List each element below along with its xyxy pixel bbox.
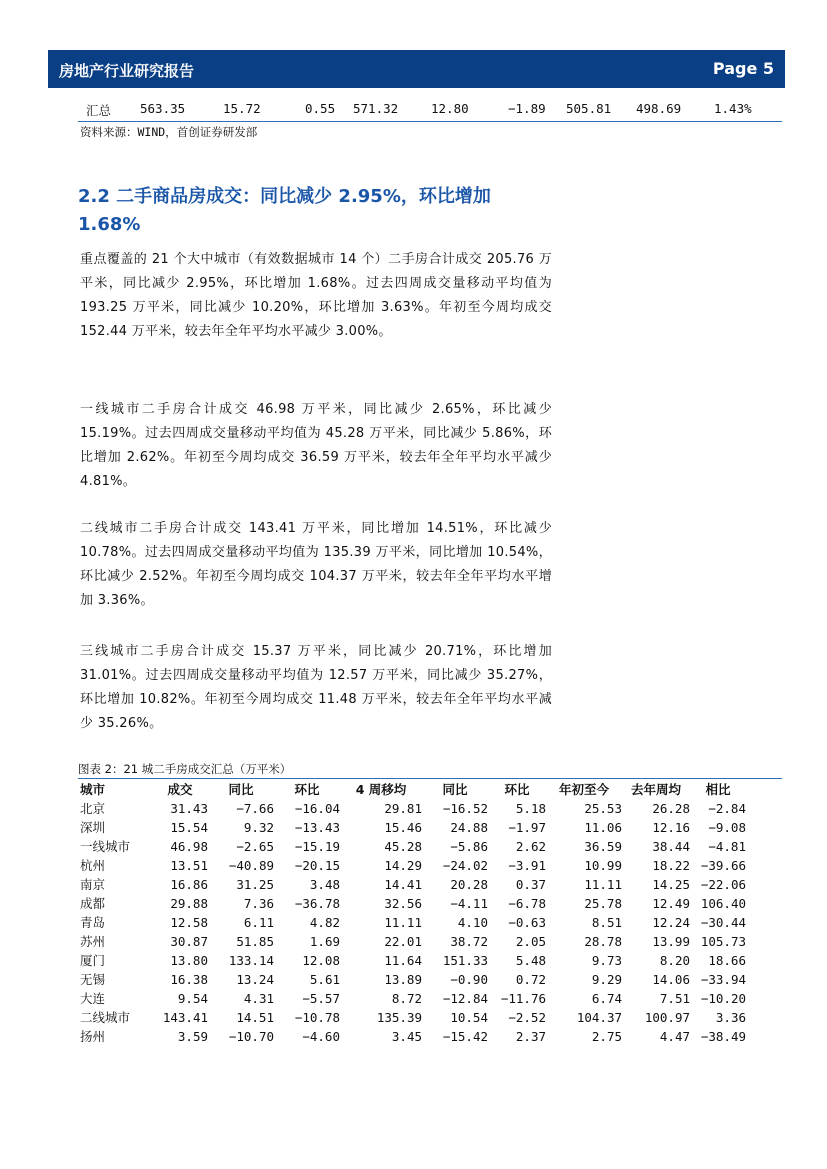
value-cell: −10.20 — [700, 991, 746, 1006]
value-cell: −12.84 — [442, 991, 488, 1006]
value-cell: 28.78 — [584, 934, 622, 949]
summary-cell: 505.81 — [566, 101, 612, 116]
value-cell: −16.04 — [294, 801, 340, 816]
value-cell: −9.08 — [708, 820, 746, 835]
value-cell: 32.56 — [384, 896, 422, 911]
value-cell: 10.54 — [450, 1010, 488, 1025]
value-cell: 45.28 — [384, 839, 422, 854]
value-cell: 3.45 — [391, 1029, 422, 1044]
value-cell: 3.59 — [177, 1029, 208, 1044]
value-cell: 2.75 — [591, 1029, 622, 1044]
value-cell: 7.36 — [243, 896, 274, 911]
value-cell: 14.41 — [384, 877, 422, 892]
value-cell: 46.98 — [170, 839, 208, 854]
value-cell: −22.06 — [700, 877, 746, 892]
value-cell: 143.41 — [162, 1010, 208, 1025]
value-cell: 135.39 — [376, 1010, 422, 1025]
value-cell: −40.89 — [228, 858, 274, 873]
value-cell: −10.78 — [294, 1010, 340, 1025]
value-cell: 3.48 — [309, 877, 340, 892]
value-cell: 10.99 — [584, 858, 622, 873]
value-cell: 4.82 — [309, 915, 340, 930]
value-cell: 6.11 — [243, 915, 274, 930]
value-cell: −3.91 — [508, 858, 546, 873]
value-cell: 14.25 — [652, 877, 690, 892]
section-title: 2.2 二手商品房成交：同比减少 2.95%，环比增加 1.68% — [78, 186, 491, 235]
value-cell: 18.66 — [708, 953, 746, 968]
table-row — [80, 932, 746, 951]
city-cell: 扬州 — [80, 1029, 106, 1044]
value-cell: 13.24 — [236, 972, 274, 987]
value-cell: 14.06 — [652, 972, 690, 987]
value-cell: 13.51 — [170, 858, 208, 873]
summary-cell: 563.35 — [140, 101, 186, 116]
city-cell: 深圳 — [80, 820, 106, 835]
summary-cell: 571.32 — [353, 101, 399, 116]
value-cell: 11.11 — [584, 877, 622, 892]
table-row — [80, 799, 746, 818]
summary-cell: 1.43% — [714, 101, 752, 116]
table-row — [80, 837, 746, 856]
table-row — [80, 989, 746, 1008]
value-cell: −38.49 — [700, 1029, 746, 1044]
value-cell: 20.28 — [450, 877, 488, 892]
value-cell: 29.81 — [384, 801, 422, 816]
value-cell: 24.88 — [450, 820, 488, 835]
value-cell: 12.16 — [652, 820, 690, 835]
summary-cell: −1.89 — [508, 101, 546, 116]
table-header-row — [80, 780, 746, 799]
city-cell: 杭州 — [80, 858, 106, 873]
value-cell: 25.53 — [584, 801, 622, 816]
value-cell: 14.51 — [236, 1010, 274, 1025]
value-cell: −15.19 — [294, 839, 340, 854]
value-cell: 12.24 — [652, 915, 690, 930]
city-cell: 青岛 — [80, 915, 106, 930]
value-cell: 26.28 — [652, 801, 690, 816]
city-cell: 厦门 — [80, 953, 106, 968]
value-cell: −39.66 — [700, 858, 746, 873]
city-cell: 无锡 — [80, 972, 106, 987]
paragraph-tier3: 三线城市二手房合计成交 15.37 万平米，同比减少 20.71%，环比增加 31.01%。过去四周成交量移动平均值为 12.57 万平米，同比减少 35.27%，环比增加 10.82%。年初至今周均成交 11.48 万平米，较去年全年平均水平减少 35.26%。 — [80, 644, 552, 731]
value-cell: 9.73 — [591, 953, 622, 968]
summary-cell: 12.80 — [431, 101, 469, 116]
value-cell: 51.85 — [236, 934, 274, 949]
city-cell: 成都 — [80, 896, 106, 911]
table-row — [80, 894, 746, 913]
column-header: 去年周均 — [630, 782, 681, 797]
value-cell: 5.61 — [309, 972, 340, 987]
value-cell: 3.36 — [715, 1010, 746, 1025]
value-cell: −6.78 — [508, 896, 546, 911]
city-cell: 大连 — [80, 991, 106, 1006]
value-cell: −30.44 — [700, 915, 746, 930]
value-cell: −5.86 — [450, 839, 488, 854]
value-cell: 4.31 — [243, 991, 274, 1006]
table-row — [80, 970, 746, 989]
summary-cell: 498.69 — [636, 101, 682, 116]
value-cell: 2.05 — [515, 934, 546, 949]
table-row — [80, 875, 746, 894]
table-row — [80, 1008, 746, 1027]
table-row — [80, 951, 746, 970]
value-cell: 38.72 — [450, 934, 488, 949]
paragraph-overall: 重点覆盖的 21 个大中城市（有效数据城市 14 个）二手房合计成交 205.76 万平米，同比减少 2.95%，环比增加 1.68%。过去四周成交量移动平均值为 193.25 万平米，同比减少 10.20%，环比增加 3.63%。年初至今周均成交 152.44 万平米，较去年全年平均水平减少 3.00%。 — [80, 252, 552, 339]
value-cell: 2.37 — [515, 1029, 546, 1044]
column-header: 4 周移均 — [355, 782, 407, 797]
value-cell: −4.11 — [450, 896, 488, 911]
value-cell: 8.72 — [391, 991, 422, 1006]
paragraph-tier2: 二线城市二手房合计成交 143.41 万平米，同比增加 14.51%，环比减少 10.78%。过去四周成交量移动平均值为 135.39 万平米，同比增加 10.54%，环比减少 2.52%。年初至今周均成交 104.37 万平米，较去年全年平均水平增加 3.36%。 — [80, 521, 552, 608]
summary-cell: 0.55 — [305, 101, 336, 116]
value-cell: 29.88 — [170, 896, 208, 911]
value-cell: −2.84 — [708, 801, 746, 816]
value-cell: 22.01 — [384, 934, 422, 949]
value-cell: −16.52 — [442, 801, 488, 816]
value-cell: 8.51 — [591, 915, 622, 930]
value-cell: 0.37 — [515, 877, 546, 892]
value-cell: −24.02 — [442, 858, 488, 873]
value-cell: −2.65 — [236, 839, 274, 854]
column-header: 城市 — [80, 782, 106, 797]
column-header: 环比 — [294, 782, 320, 797]
table-row — [80, 913, 746, 932]
value-cell: −20.15 — [294, 858, 340, 873]
paragraph-tier1: 一线城市二手房合计成交 46.98 万平米，同比减少 2.65%，环比减少 15.19%。过去四周成交量移动平均值为 45.28 万平米，同比减少 5.86%，环比增加 2.62%。年初至今周均成交 36.59 万平米，较去年全年平均水平减少 4.81%。 — [80, 402, 552, 489]
value-cell: 133.14 — [228, 953, 274, 968]
city-cell: 一线城市 — [80, 839, 131, 854]
value-cell: 8.20 — [659, 953, 690, 968]
value-cell: 100.97 — [644, 1010, 690, 1025]
value-cell: 31.25 — [236, 877, 274, 892]
value-cell: 7.51 — [659, 991, 690, 1006]
divider — [78, 121, 782, 122]
value-cell: 38.44 — [652, 839, 690, 854]
value-cell: 11.64 — [384, 953, 422, 968]
value-cell: 12.08 — [302, 953, 340, 968]
column-header: 年初至今 — [558, 782, 609, 797]
value-cell: −5.57 — [302, 991, 340, 1006]
city-cell: 苏州 — [80, 934, 106, 949]
value-cell: 36.59 — [584, 839, 622, 854]
value-cell: 106.40 — [700, 896, 746, 911]
table-row — [80, 1027, 746, 1046]
value-cell: 12.58 — [170, 915, 208, 930]
value-cell: 30.87 — [170, 934, 208, 949]
column-header: 同比 — [442, 782, 468, 797]
value-cell: 16.86 — [170, 877, 208, 892]
value-cell: 11.11 — [384, 915, 422, 930]
secondhand-sales-table — [80, 780, 746, 1046]
city-cell: 二线城市 — [80, 1010, 131, 1025]
value-cell: −0.63 — [508, 915, 546, 930]
value-cell: −11.76 — [500, 991, 546, 1006]
value-cell: 104.37 — [576, 1010, 622, 1025]
value-cell: −10.70 — [228, 1029, 274, 1044]
page-header — [48, 50, 785, 88]
value-cell: 2.62 — [515, 839, 546, 854]
report-title: 房地产行业研究报告 — [59, 62, 195, 80]
value-cell: 5.48 — [515, 953, 546, 968]
value-cell: 15.46 — [384, 820, 422, 835]
value-cell: −0.90 — [450, 972, 488, 987]
divider — [78, 778, 782, 779]
value-cell: 16.38 — [170, 972, 208, 987]
value-cell: 4.47 — [659, 1029, 690, 1044]
city-cell: 北京 — [80, 801, 106, 816]
value-cell: 6.74 — [591, 991, 622, 1006]
value-cell: −1.97 — [508, 820, 546, 835]
value-cell: 1.69 — [309, 934, 340, 949]
column-header: 环比 — [504, 782, 530, 797]
value-cell: 4.10 — [457, 915, 488, 930]
value-cell: 18.22 — [652, 858, 690, 873]
summary-cell: 15.72 — [223, 101, 261, 116]
column-header: 成交 — [167, 782, 193, 797]
value-cell: 13.99 — [652, 934, 690, 949]
value-cell: −4.81 — [708, 839, 746, 854]
value-cell: 13.89 — [384, 972, 422, 987]
value-cell: 9.54 — [177, 991, 208, 1006]
summary-label: 汇总 — [86, 103, 112, 118]
value-cell: 9.32 — [243, 820, 274, 835]
value-cell: 31.43 — [170, 801, 208, 816]
page-number: Page 5 — [712, 59, 774, 78]
value-cell: 105.73 — [700, 934, 746, 949]
value-cell: 9.29 — [591, 972, 622, 987]
summary-row — [78, 101, 778, 121]
table-row — [80, 856, 746, 875]
value-cell: 13.80 — [170, 953, 208, 968]
column-header: 相比 — [705, 782, 731, 797]
value-cell: −7.66 — [236, 801, 274, 816]
table-row — [80, 818, 746, 837]
source-note: 资料来源：WIND，首创证券研发部 — [80, 125, 258, 139]
value-cell: 15.54 — [170, 820, 208, 835]
figure-caption: 图表 2：21 城二手房成交汇总（万平米） — [78, 762, 292, 776]
value-cell: −13.43 — [294, 820, 340, 835]
value-cell: 0.72 — [515, 972, 546, 987]
value-cell: 151.33 — [442, 953, 488, 968]
value-cell: −15.42 — [442, 1029, 488, 1044]
value-cell: 12.49 — [652, 896, 690, 911]
value-cell: −2.52 — [508, 1010, 546, 1025]
value-cell: 5.18 — [515, 801, 546, 816]
value-cell: 11.06 — [584, 820, 622, 835]
value-cell: 14.29 — [384, 858, 422, 873]
value-cell: −33.94 — [700, 972, 746, 987]
column-header: 同比 — [228, 782, 254, 797]
value-cell: −4.60 — [302, 1029, 340, 1044]
city-cell: 南京 — [80, 877, 106, 892]
value-cell: −36.78 — [294, 896, 340, 911]
value-cell: 25.78 — [584, 896, 622, 911]
